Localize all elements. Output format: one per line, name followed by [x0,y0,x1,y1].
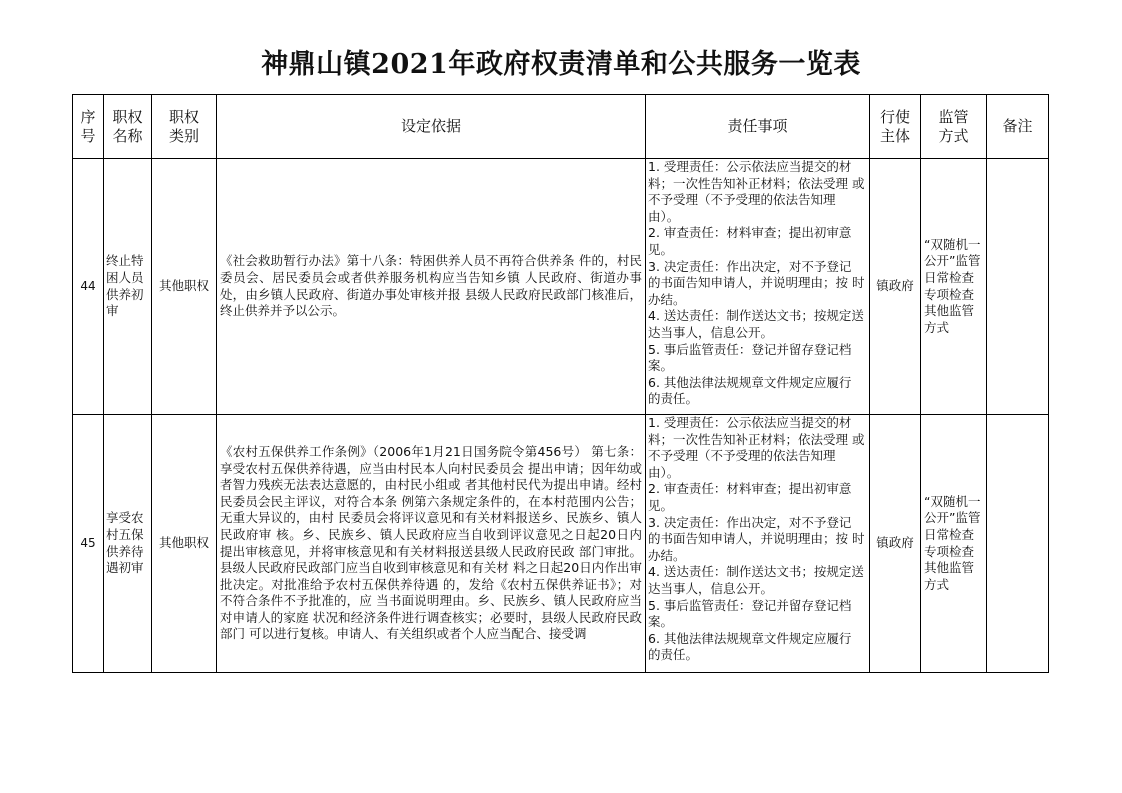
supervision-item: 专项检查 [924,543,975,559]
duty-item: 5. 事后监管责任：登记并留存登记档 案。 [648,597,852,630]
duty-item: 6. 其他法律法规规章文件规定应履行 的责任。 [648,374,852,407]
duty-item: 6. 其他法律法规规章文件规定应履行 的责任。 [648,630,852,663]
power-list-table [72,94,1049,673]
row-basis: 《社会救助暂行办法》第十八条：特困供养人员不再符合供养条 件的，村民委员会、居民委员会或者供养服务机构应当告知乡镇 人民政府、街道办事处，由乡镇人民政府、街道办事处审核并报 县级人民政府民政部门核准后，终止供养并予以公示。 [217,159,646,415]
row-remark [987,159,1049,415]
header-subject: 行使 主体 [870,95,921,159]
supervision-item: 日常检查 [924,269,975,285]
table-row [73,159,1049,415]
header-category: 职权 类别 [152,95,217,159]
document-title: 神鼎山镇2021年政府权责清单和公共服务一览表 [261,49,861,80]
row-category: 其他职权 [152,159,217,415]
duty-item: 1. 受理责任：公示依法应当提交的材 料；一次性告知补正材料；依法受理 或不予受理（不予受理的依法告知理 由）。 [648,415,865,480]
row-subject: 镇政府 [870,415,921,673]
header-name: 职权 名称 [104,95,152,159]
supervision-item: 专项检查 [924,286,975,302]
header-basis: 设定依据 [217,95,646,159]
duty-item: 1. 受理责任：公示依法应当提交的材 料；一次性告知补正材料；依法受理 或不予受理（不予受理的依法告知理 由）。 [648,159,865,224]
table-row [73,415,1049,673]
duty-item: 2. 审查责任：材料审查；提出初审意 见。 [648,481,852,513]
row-supervision [921,159,987,415]
row-duties [646,415,870,673]
header-duties: 责任事项 [646,95,870,159]
duty-item: 2. 审查责任：材料审查；提出初审意 见。 [648,225,852,257]
duty-item: 3. 决定责任：作出决定，对不予登记 的书面告知申请人，并说明理由；按 时办结。 [648,514,865,563]
row-seq: 45 [73,415,104,673]
row-name: 终止特困人员供养初审 [104,159,152,415]
row-seq: 44 [73,159,104,415]
supervision-item: 其他监管方式 [924,303,975,335]
duty-item: 3. 决定责任：作出决定，对不予登记 的书面告知申请人，并说明理由；按 时办结。 [648,258,865,307]
row-subject: 镇政府 [870,159,921,415]
row-name: 享受农村五保供养待遇初审 [104,415,152,673]
supervision-item: 日常检查 [924,526,975,542]
header-seq: 序 号 [73,95,104,159]
header-remark: 备注 [987,95,1049,159]
duty-item: 5. 事后监管责任：登记并留存登记档 案。 [648,341,852,374]
row-duties [646,159,870,415]
supervision-item: “双随机一公开”监管 [924,236,981,269]
row-category: 其他职权 [152,415,217,673]
duty-item: 4. 送达责任：制作送达文书；按规定送达当事人，信息公开。 [648,308,864,340]
table-header-row [73,95,1049,159]
supervision-item: 其他监管方式 [924,560,975,592]
duty-item: 4. 送达责任：制作送达文书；按规定送达当事人，信息公开。 [648,564,864,596]
row-supervision [921,415,987,673]
supervision-item: “双随机一公开”监管 [924,493,981,526]
header-supervision: 监管 方式 [921,95,987,159]
row-remark [987,415,1049,673]
row-basis: 《农村五保供养工作条例》（2006年1月21日国务院令第456号） 第七条：享受农村五保供养待遇，应当由村民本人向村民委员会 提出申请；因年幼或者智力残疾无法表达意愿的，由村民小组或 者其他村民代为提出申请。经村民委员会民主评议，对符合本条 例第六条规定条件的，在本村范围内公告；无重大异议的，由村 民委员会将评议意见和有关材料报送乡、民族乡、镇人民政府审 核。乡、民族乡、镇人民政府应当自收到评议意见之日起20日内 提出审核意见，并将审核意见和有关材料报送县级人民政府民政 部门审批。县级人民政府民政部门应当自收到审核意见和有关材 料之日起20日内作出审批决定。对批准给予农村五保供养待遇 的，发给《农村五保供养证书》；对不符合条件不予批准的，应 当书面说明理由。乡、民族乡、镇人民政府应当对申请人的家庭 状况和经济条件进行调查核实；必要时，县级人民政府民政部门 可以进行复核。申请人、有关组织或者个人应当配合、接受调 [217,415,646,673]
